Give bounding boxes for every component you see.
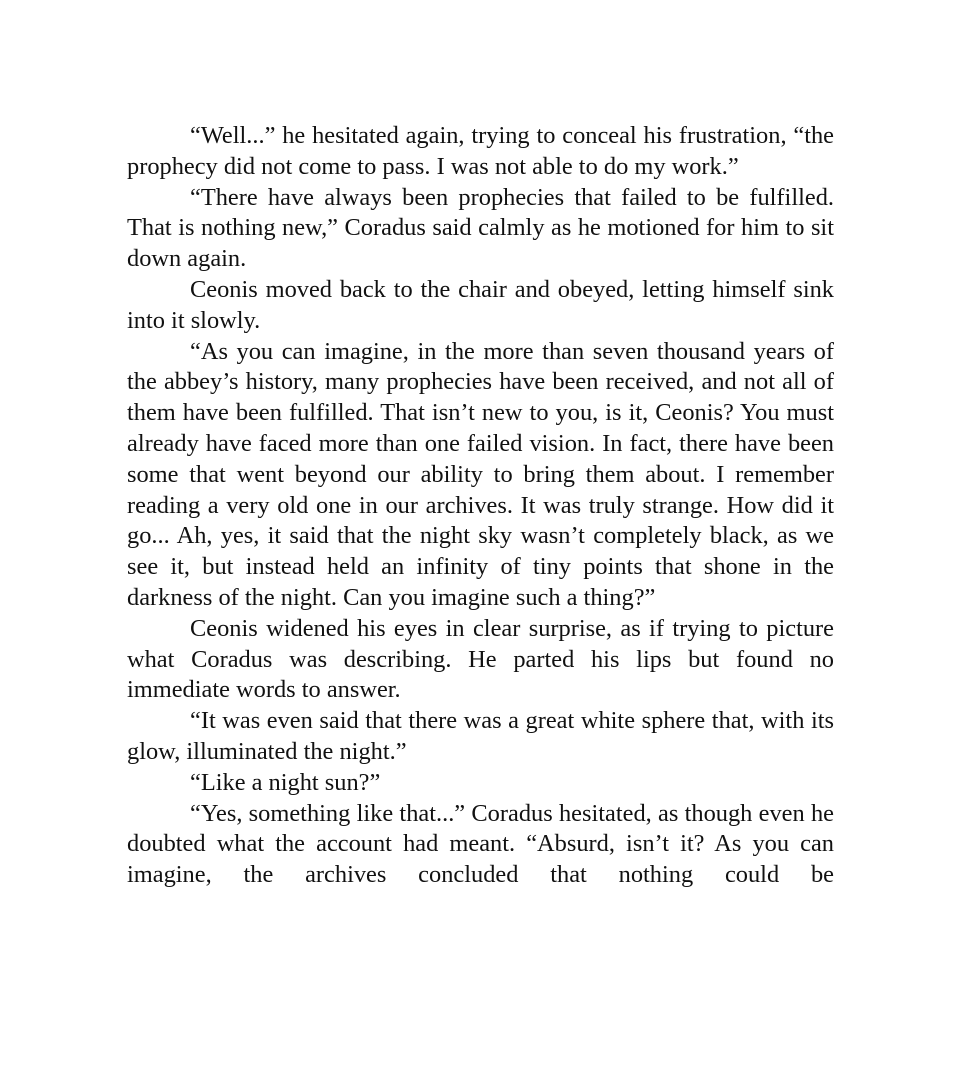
paragraph: “It was even said that there was a great white sphere that, with its glow, illuminated the night.” — [127, 707, 834, 765]
body-text — [127, 121, 834, 891]
paragraph: “There have always been prophecies that failed to be fulfilled. That is nothing new,” Coradus said calmly as he motioned for him to sit down again. — [127, 183, 834, 273]
paragraph: “As you can imagine, in the more than seven thousand years of the abbey’s history, many prophecies have been received, and not all of them have been fulfilled. That isn’t new to you, is it, Ceonis? You must already have faced more than one failed vision. In fact, there have been some that went beyond our ability to bring them about. I remember reading a very old one in our archives. It was truly strange. How did it go... Ah, yes, it said that the night sky wasn’t completely black, as we see it, but instead held an infinity of tiny points that shone in the darkness of the night. Can you imagine such a thing?” — [127, 337, 834, 611]
paragraph: “Well...” he hesitated again, trying to conceal his frustration, “the prophecy did not come to pass. I was not able to do my work.” — [127, 122, 834, 180]
paragraph: “Yes, something like that...” Coradus hesitated, as though even he doubted what the account had meant. “Absurd, isn’t it? As you can imagine, the archives concluded that nothing could be — [127, 799, 834, 889]
paragraph: “Like a night sun?” — [190, 768, 381, 796]
paragraph: Ceonis widened his eyes in clear surprise, as if trying to picture what Coradus was describing. He parted his lips but found no immediate words to answer. — [127, 614, 834, 704]
paragraph: Ceonis moved back to the chair and obeyed, letting himself sink into it slowly. — [127, 275, 834, 334]
